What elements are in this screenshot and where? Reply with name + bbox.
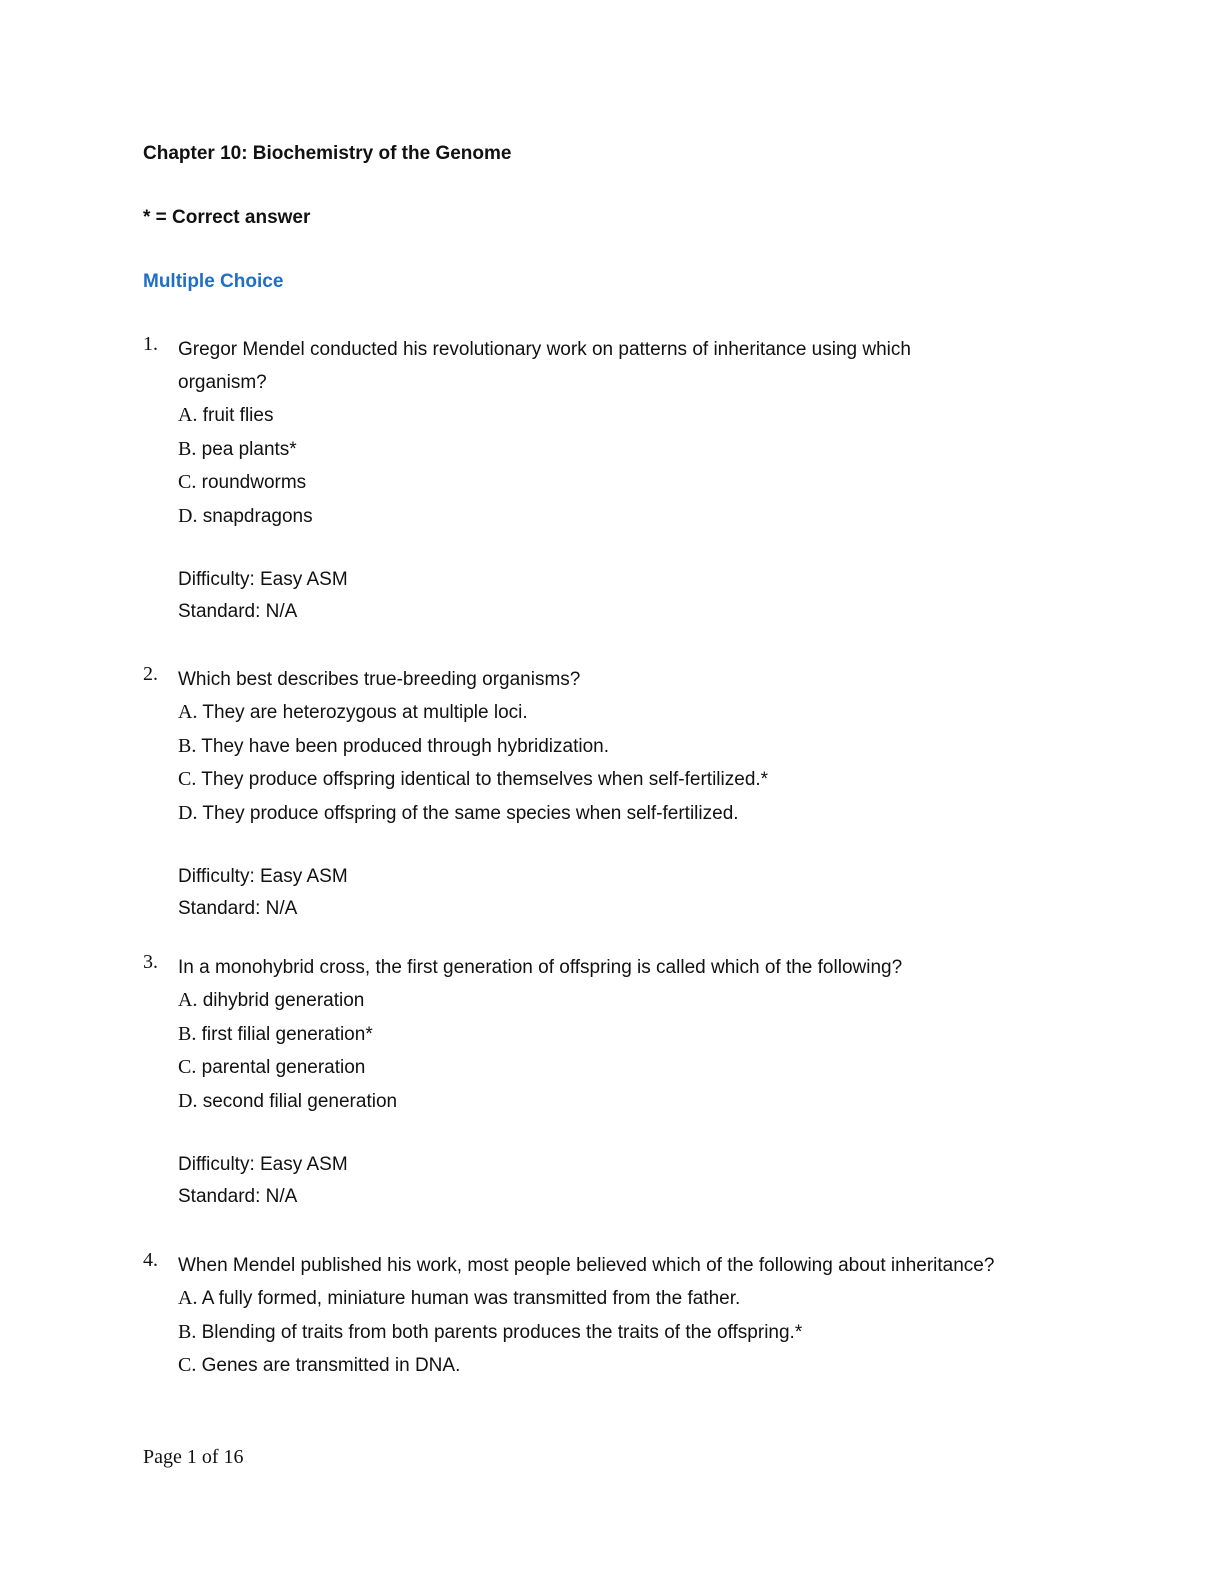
question-number: 1. xyxy=(143,333,158,355)
option-text: fruit flies xyxy=(202,405,274,426)
section-heading: Multiple Choice xyxy=(143,271,284,292)
option-text: snapdragons xyxy=(202,506,313,528)
question-2 xyxy=(143,663,1003,925)
option-text: They produce offspring identical to themselves when self-fertilized.* xyxy=(201,769,769,791)
correct-answer-legend: * = Correct answer xyxy=(143,207,311,228)
standard-label: Standard: N/A xyxy=(178,600,298,622)
answer-option xyxy=(178,1085,1003,1119)
question-meta xyxy=(178,861,1003,925)
option-text: They produce offspring of the same species when self-fertilized. xyxy=(202,803,739,825)
option-letter: A. xyxy=(178,1287,198,1309)
page-footer: Page 1 of 16 xyxy=(143,1446,244,1468)
answer-option xyxy=(178,500,1003,534)
option-text: Genes are transmitted in DNA. xyxy=(201,1355,461,1377)
answer-option xyxy=(178,1051,1003,1085)
question-text: Which best describes true-breeding organisms? xyxy=(178,669,581,690)
option-letter: B. xyxy=(178,734,197,757)
option-letter: B. xyxy=(178,437,197,460)
option-letter: D. xyxy=(178,802,198,825)
answer-option xyxy=(178,466,1003,500)
question-text: In a monohybrid cross, the first generation of offspring is called which of the following? xyxy=(178,957,903,978)
option-letter: C. xyxy=(178,1056,197,1079)
answer-option xyxy=(178,730,1003,764)
option-text: dihybrid generation xyxy=(202,990,365,1011)
question-number: 2. xyxy=(143,663,158,685)
option-text: A fully formed, miniature human was transmitted from the father. xyxy=(201,1288,741,1309)
question-number: 4. xyxy=(143,1249,158,1271)
answer-option xyxy=(178,696,1003,730)
question-text: When Mendel published his work, most people believed which of the following about inheritance? xyxy=(178,1255,995,1276)
question-3 xyxy=(143,951,1003,1213)
option-letter: C. xyxy=(178,768,197,791)
option-letter: D. xyxy=(178,1090,198,1113)
option-text: parental generation xyxy=(201,1057,366,1079)
option-letter: C. xyxy=(178,1354,197,1377)
standard-label: Standard: N/A xyxy=(178,897,298,919)
standard-label: Standard: N/A xyxy=(178,1185,298,1207)
option-text: pea plants* xyxy=(201,438,297,460)
answer-option xyxy=(178,399,1003,433)
option-letter: A. xyxy=(178,701,198,723)
question-text: Gregor Mendel conducted his revolutionary work on patterns of inheritance using which organism? xyxy=(178,339,911,393)
question-number: 3. xyxy=(143,951,158,973)
option-text: first filial generation* xyxy=(201,1023,373,1045)
option-text: Blending of traits from both parents produces the traits of the offspring.* xyxy=(201,1321,803,1343)
answer-option xyxy=(178,797,1003,831)
option-letter: B. xyxy=(178,1022,197,1045)
answer-option xyxy=(178,984,1003,1018)
answer-option xyxy=(178,1316,1003,1350)
option-text: They have been produced through hybridization. xyxy=(201,735,610,757)
answer-option xyxy=(178,763,1003,797)
chapter-title: Chapter 10: Biochemistry of the Genome xyxy=(143,143,512,164)
answer-option xyxy=(178,1018,1003,1052)
difficulty-label: Difficulty: Easy ASM xyxy=(178,1153,348,1175)
difficulty-label: Difficulty: Easy ASM xyxy=(178,865,348,887)
question-meta xyxy=(178,1149,1003,1213)
option-text: second filial generation xyxy=(202,1091,398,1113)
question-4 xyxy=(143,1249,1003,1383)
answer-option xyxy=(178,433,1003,467)
question-meta xyxy=(178,564,1003,628)
option-letter: A. xyxy=(178,404,198,426)
answer-option xyxy=(178,1349,1003,1383)
option-letter: B. xyxy=(178,1320,197,1343)
question-1 xyxy=(143,333,1003,628)
option-text: They are heterozygous at multiple loci. xyxy=(202,702,528,723)
difficulty-label: Difficulty: Easy ASM xyxy=(178,568,348,590)
option-letter: C. xyxy=(178,471,197,494)
option-letter: A. xyxy=(178,989,198,1011)
option-text: roundworms xyxy=(201,472,307,494)
answer-option xyxy=(178,1282,1003,1316)
option-letter: D. xyxy=(178,505,198,528)
